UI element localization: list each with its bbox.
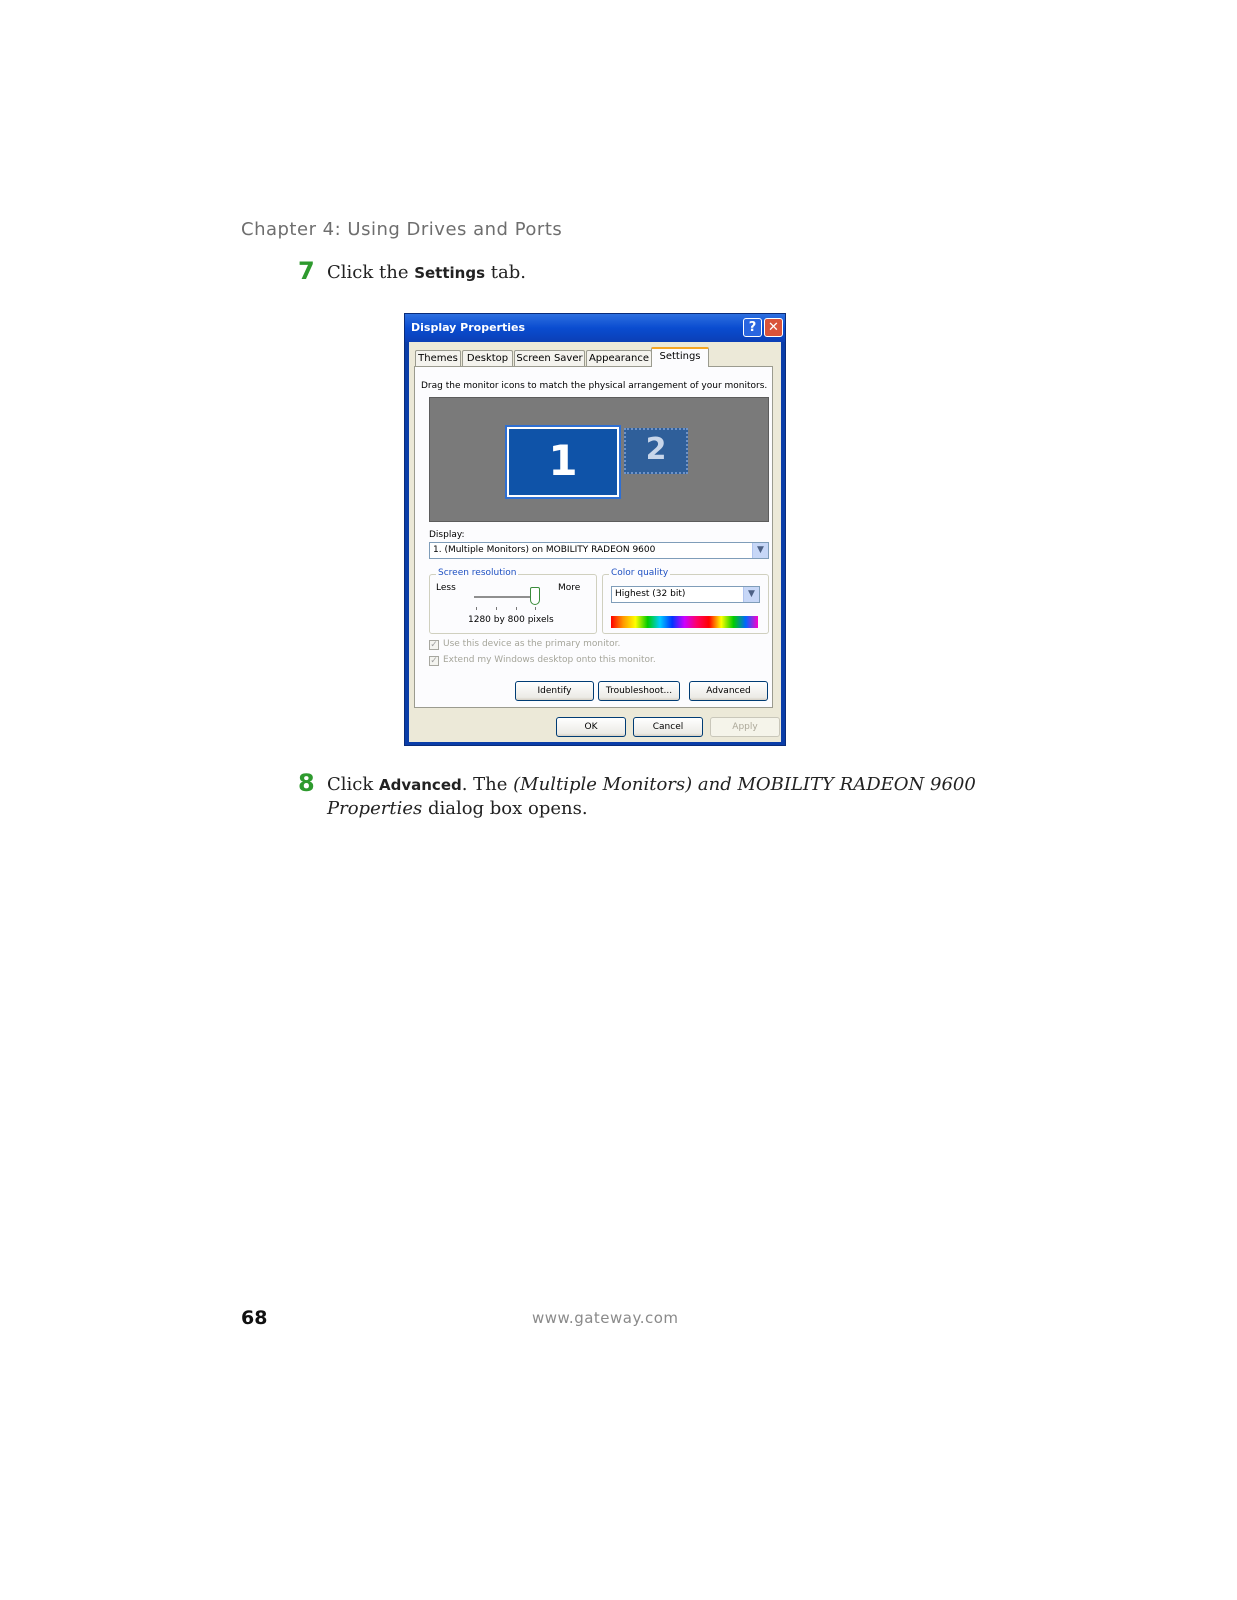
step-number: 8 [298, 769, 315, 797]
chapter-header: Chapter 4: Using Drives and Ports [241, 219, 563, 240]
display-label: Display: [429, 530, 465, 540]
color-quality-select[interactable] [611, 586, 760, 603]
screen-resolution-group [429, 568, 597, 634]
step-text-line-2 [327, 797, 588, 821]
resolution-slider-track[interactable] [474, 596, 538, 598]
dialog-title: Display Properties [411, 321, 526, 334]
primary-monitor-label: Use this device as the primary monitor. [443, 639, 621, 649]
slider-tick [516, 607, 517, 610]
troubleshoot-button[interactable]: Troubleshoot... [598, 681, 680, 701]
dialog-body [409, 342, 781, 742]
tab-themes[interactable]: Themes [415, 350, 461, 366]
cancel-button[interactable]: Cancel [633, 717, 703, 737]
ui-term-settings: Settings [414, 264, 486, 282]
extend-desktop-checkbox[interactable]: ✓ [430, 656, 438, 666]
title-bar [405, 314, 785, 342]
resolution-less-label: Less [436, 583, 456, 593]
color-spectrum-bar [611, 616, 758, 628]
slider-tick [476, 607, 477, 610]
extend-desktop-label: Extend my Windows desktop onto this monitor. [443, 655, 656, 665]
display-select-value: 1. (Multiple Monitors) on MOBILITY RADEON 9600 [433, 545, 656, 555]
apply-button[interactable]: Apply [710, 717, 780, 737]
footer-url: www.gateway.com [532, 1309, 679, 1327]
resolution-slider-thumb[interactable] [530, 587, 540, 605]
step-text [327, 261, 526, 285]
step-text-line-1 [327, 773, 976, 797]
screen-resolution-title: Screen resolution [438, 568, 517, 578]
slider-tick [496, 607, 497, 610]
step-text-before: Click the [327, 262, 415, 283]
chevron-down-icon[interactable]: ▼ [743, 587, 759, 602]
slider-tick [535, 607, 536, 610]
color-quality-title: Color quality [611, 568, 669, 578]
step-text-mid: . The [461, 774, 514, 795]
page-number: 68 [241, 1307, 268, 1329]
color-quality-value: Highest (32 bit) [615, 589, 686, 599]
advanced-button[interactable]: Advanced [689, 681, 768, 701]
dialog-name-italic-1: (Multiple Monitors) and MOBILITY RADEON 9600 [513, 774, 976, 795]
tab-desktop[interactable]: Desktop [462, 350, 513, 366]
help-button[interactable]: ? [743, 318, 762, 337]
ok-button[interactable]: OK [556, 717, 626, 737]
identify-button[interactable]: Identify [515, 681, 594, 701]
dialog-name-italic-2: Properties [327, 798, 423, 819]
ui-term-advanced: Advanced [379, 776, 462, 794]
step-text-before: Click [327, 774, 379, 795]
close-button[interactable]: ✕ [764, 318, 783, 337]
settings-panel [414, 366, 773, 708]
primary-monitor-checkbox[interactable]: ✓ [430, 640, 438, 650]
resolution-value: 1280 by 800 pixels [468, 615, 554, 625]
color-quality-group [602, 568, 769, 634]
monitor-arrangement-area [429, 397, 769, 522]
display-properties-dialog [404, 313, 786, 746]
tab-appearance[interactable]: Appearance [586, 350, 652, 366]
monitor-2-icon[interactable]: 2 [624, 428, 688, 474]
tab-settings[interactable]: Settings [651, 347, 709, 367]
step-number: 7 [298, 257, 315, 285]
tab-screen-saver[interactable]: Screen Saver [514, 350, 585, 366]
arrange-instruction: Drag the monitor icons to match the physical arrangement of your monitors. [421, 381, 768, 391]
chevron-down-icon[interactable]: ▼ [752, 543, 768, 558]
monitor-1-icon[interactable]: 1 [507, 427, 619, 497]
resolution-more-label: More [558, 583, 581, 593]
display-select[interactable] [429, 542, 769, 559]
step-text-after: tab. [485, 262, 526, 283]
step-text-after: dialog box opens. [422, 798, 588, 819]
